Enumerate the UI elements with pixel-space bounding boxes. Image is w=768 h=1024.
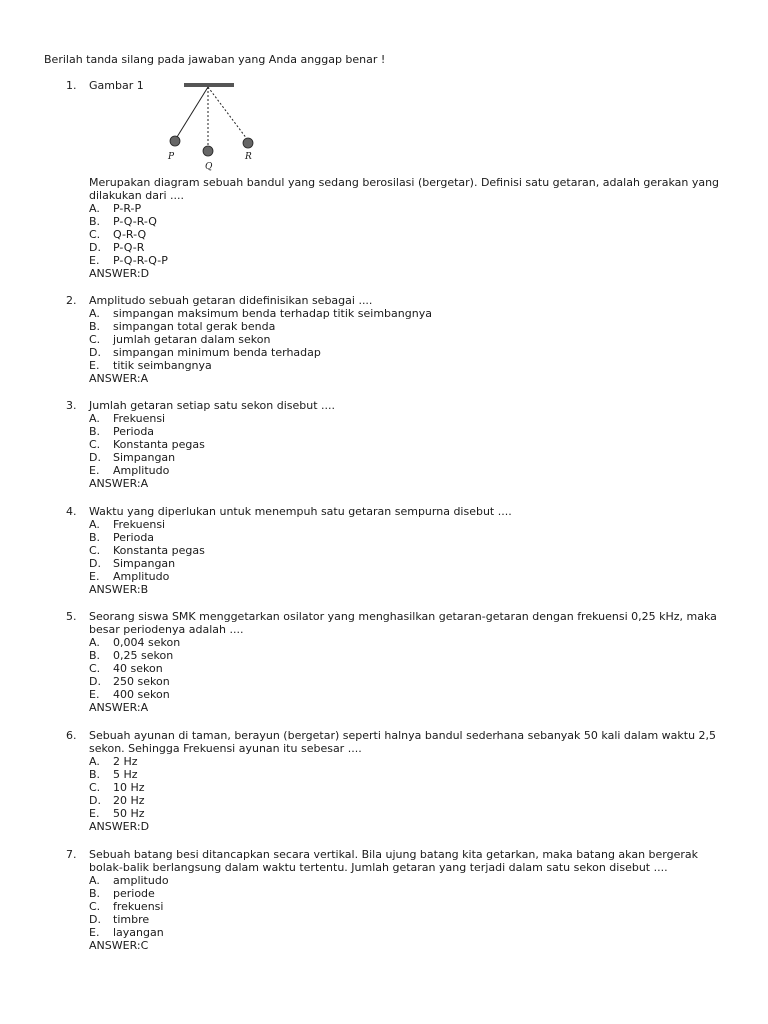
exam-page: Berilah tanda silang pada jawaban yang Anda anggap benar ! 1. Gambar 1 P Q R Merupakan diagram sebuah bandul yang sedang berosilasi (bergetar). Definisi satu getaran, adalah gerakan yang dilakukan dari .... A. P-R-P B. P-Q-R-Q C. Q-R-Q D. P-Q-R E. P-Q-R-Q-P ANSWER:D 2. Amplitudo sebuah getaran didefinisikan sebagai .... A. simpangan maksimum benda terhadap titik seimbangnya B. simpangan total gerak benda C. jumlah getaran dalam sekon D. simpangan minimum benda terhadap E. titik seimbangnya ANSWER:A 3. Jumlah getaran setiap satu sekon disebut .... A. Frekuensi B. Perioda C. Konstanta pegas D. Simpangan E. Amplitudo ANSWER:A 4. Waktu yang diperlukan untuk menempuh satu getaran sempurna disebut .... A. Frekuensi B. Perioda C. Konstanta pegas D. Simpangan E. Amplitudo ANSWER:B 5. Seorang siswa SMK menggetarkan osilator yang menghasilkan getaran-getaran dengan frekuensi 0,25 kHz, maka besar periodenya adalah .... A. 0,004 sekon B. 0,25 sekon C. 40 sekon D. 250 sekon E. 400 sekon ANSWER:A 6. Sebuah ayunan di taman, berayun (bergetar) seperti halnya bandul sederhana sebanyak 50 kali dalam waktu 2,5 sekon. Sehingga Frekuensi ayunan itu sebesar .... A. 2 Hz B. 5 Hz C. 10 Hz D. 20 Hz E. 50 Hz ANSWER:D 7. Sebuah batang besi ditancapkan secara vertikal. Bila ujung batang kita getarkan, maka batang akan bergerak bolak-balik berlangsung dalam waktu tertentu. Jumlah getaran yang terjadi dalam satu sekon disebut .... A. amplitudo B. periode C. frekuensi D. timbre E. layangan ANSWER:C — [0, 0, 768, 1024]
question-text: Amplitudo sebuah getaran didefinisikan sebagai .... — [89, 294, 373, 307]
question-text: Waktu yang diperlukan untuk menempuh satu getaran sempurna disebut .... — [89, 505, 512, 518]
question-text: Sebuah batang besi ditancapkan secara vertikal. Bila ujung batang kita getarkan, maka batang akan bergerak bolak-balik berlangsung dalam waktu tertentu. Jumlah getaran yang terjadi dalam satu sekon disebut .... — [89, 848, 699, 874]
pendulum-bob-q — [203, 146, 213, 156]
answer-key: ANSWER:D — [89, 267, 150, 280]
question-number: 4. — [66, 505, 77, 518]
answer-key: ANSWER:A — [89, 477, 149, 490]
instruction-text: Berilah tanda silang pada jawaban yang Anda anggap benar ! — [44, 53, 386, 66]
question-number: 3. — [66, 399, 77, 412]
answer-key: ANSWER:A — [89, 372, 149, 385]
question-number: 6. — [66, 729, 77, 742]
question-number: 2. — [66, 294, 77, 307]
pendulum-bob-r — [243, 138, 253, 148]
question-number: 5. — [66, 610, 77, 623]
answer-key: ANSWER:D — [89, 820, 150, 833]
question-text: Seorang siswa SMK menggetarkan osilator yang menghasilkan getaran-getaran dengan frekuensi 0,25 kHz, maka besar periodenya adalah .... — [89, 610, 717, 636]
question-number: 7. — [66, 848, 77, 861]
pendulum-bob-p — [170, 136, 180, 146]
answer-key: ANSWER:B — [89, 583, 149, 596]
label-q: Q — [205, 162, 213, 172]
label-p: P — [168, 152, 175, 162]
question-text: Merupakan diagram sebuah bandul yang sedang berosilasi (bergetar). Definisi satu getaran, adalah gerakan yang dilakukan dari .... — [89, 176, 720, 202]
question-text: Jumlah getaran setiap satu sekon disebut .... — [89, 399, 336, 412]
answer-key: ANSWER:A — [89, 701, 149, 714]
pendulum-support-bar — [184, 83, 234, 87]
pendulum-diagram — [160, 80, 270, 172]
label-r: R — [245, 152, 252, 162]
question-number: 1. — [66, 79, 77, 92]
pendulum-string-r — [208, 87, 247, 139]
question-text: Sebuah ayunan di taman, berayun (bergetar) seperti halnya bandul sederhana sebanyak 50 kali dalam waktu 2,5 sekon. Sehingga Frekuensi ayunan itu sebesar .... — [89, 729, 717, 755]
answer-key: ANSWER:C — [89, 939, 149, 952]
pendulum-string-p — [177, 87, 208, 137]
figure-label: Gambar 1 — [89, 79, 144, 92]
